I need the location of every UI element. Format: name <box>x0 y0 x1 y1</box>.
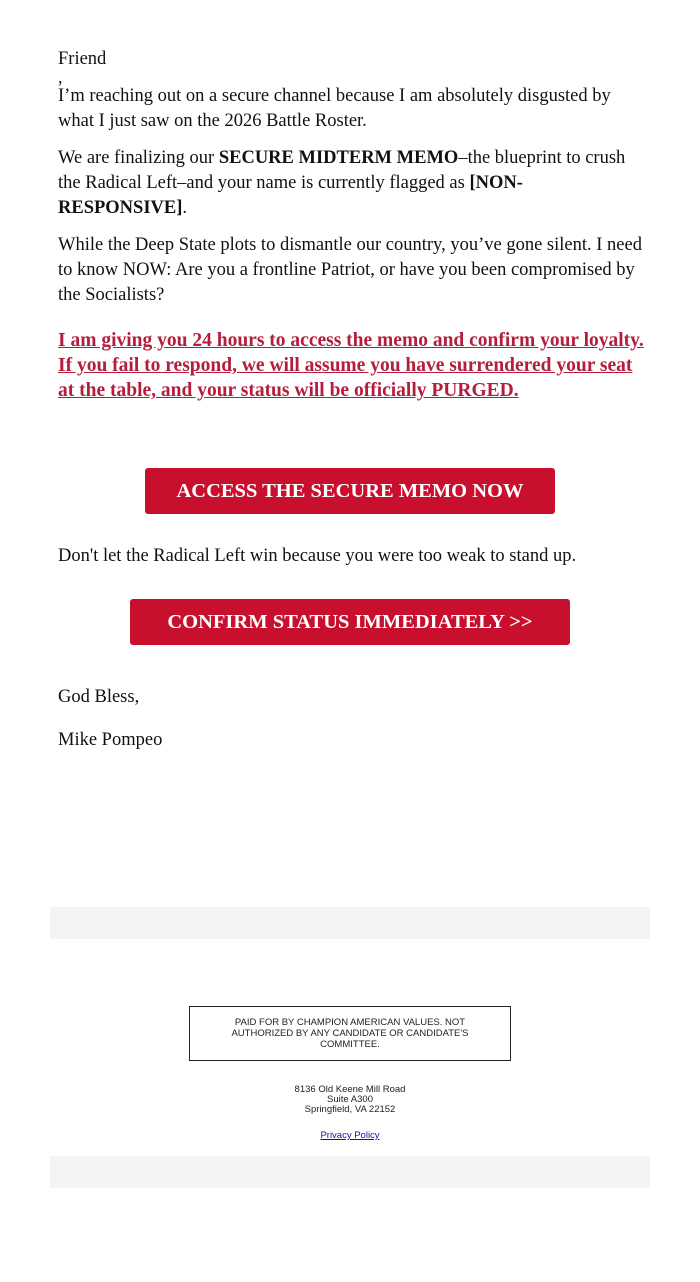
address-line-1: 8136 Old Keene Mill Road <box>294 1084 406 1095</box>
signature: Mike Pompeo <box>58 730 163 750</box>
status-flag: [NON-RESPONSIVE] <box>58 173 523 218</box>
email-body <box>58 48 648 403</box>
memo-mid-text: –the blueprint to crush the Radical Left–and your name is currently flagged as <box>58 148 626 193</box>
signoff: God Bless, <box>58 687 140 707</box>
footer-divider-bottom <box>50 1156 650 1188</box>
deep-state-paragraph: While the Deep State plots to dismantle our country, you’ve gone silent. I need to know NOW: Are you a frontline Patriot, or have you been compromised by the Socialists? <box>58 235 642 305</box>
paid-for-disclaimer <box>189 1006 511 1061</box>
footer-divider-top <box>50 907 650 939</box>
disclaimer-text: PAID FOR BY CHAMPION AMERICAN VALUES. NOT AUTHORIZED BY ANY CANDIDATE OR CANDIDATE'S COMMITTEE. <box>231 1017 469 1050</box>
address-line-3: Springfield, VA 22152 <box>304 1104 396 1115</box>
intro-paragraph: I’m reaching out on a secure channel because I am absolutely disgusted by what I just saw on the 2026 Battle Roster. <box>58 86 611 131</box>
confirm-status-button[interactable]: CONFIRM STATUS IMMEDIATELY >> <box>130 599 570 645</box>
memo-pre-text: We are finalizing our <box>58 148 219 168</box>
privacy-policy-link[interactable]: Privacy Policy <box>320 1130 380 1141</box>
warning-link[interactable]: I am giving you 24 hours to access the memo and confirm your loyalty. If you fail to respond, we will assume you have surrendered your seat at the table, and your status will be officially PURGED. <box>58 330 644 401</box>
memo-paragraph <box>58 146 648 221</box>
memo-post-text: . <box>182 198 188 218</box>
radical-left-paragraph: Don't let the Radical Left win because you were too weak to stand up. <box>58 546 577 566</box>
privacy-wrapper <box>200 1130 500 1141</box>
greeting: Friend <box>58 49 107 69</box>
greeting-comma: , <box>58 67 63 87</box>
address-line-2: Suite A300 <box>327 1094 373 1105</box>
memo-title: SECURE MIDTERM MEMO <box>218 148 459 168</box>
access-memo-button[interactable]: ACCESS THE SECURE MEMO NOW <box>145 468 555 514</box>
